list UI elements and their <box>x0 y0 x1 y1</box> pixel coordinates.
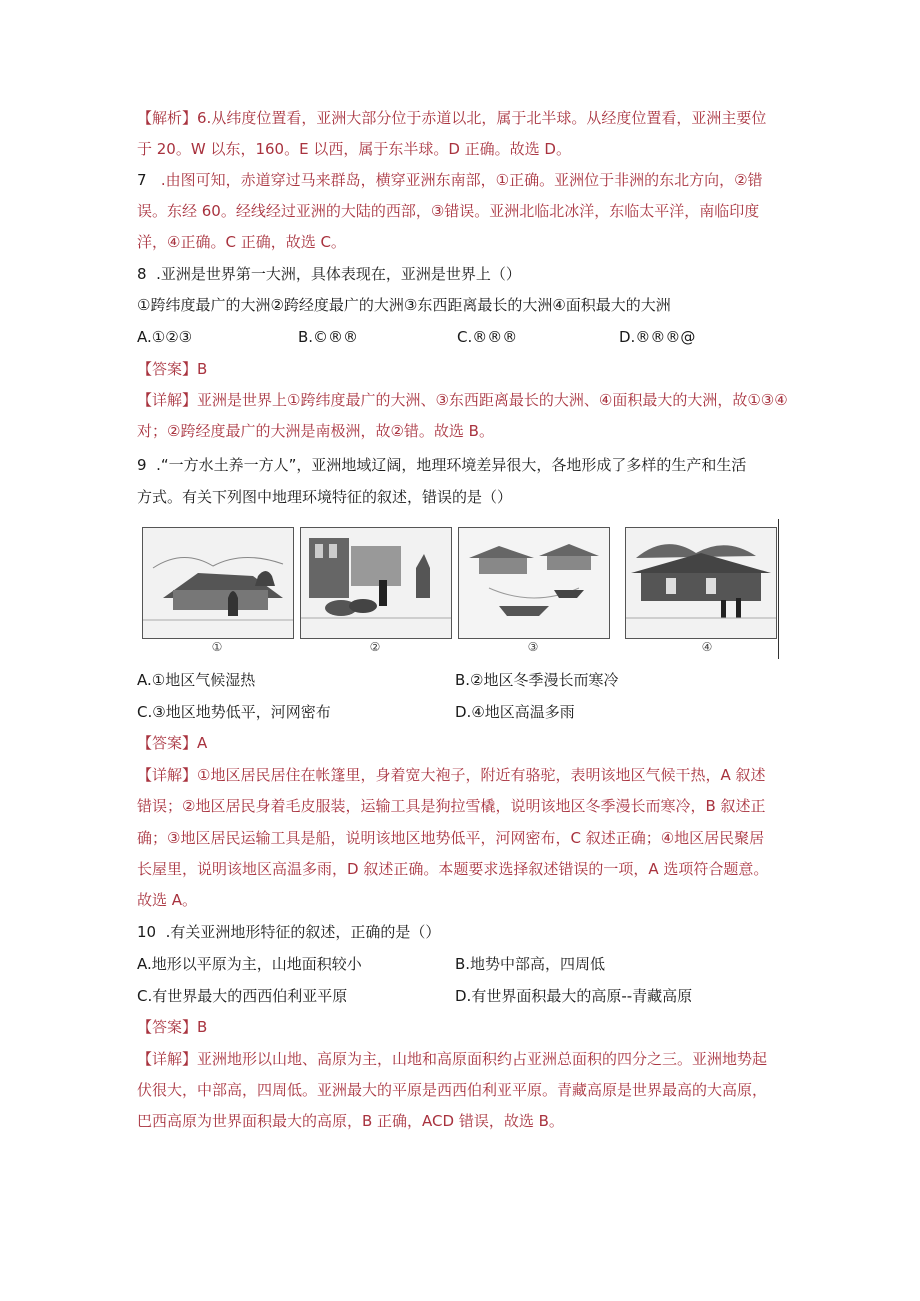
figure-panel-2-dog-sled <box>300 527 452 639</box>
figure-panel-1-desert-tents <box>142 527 294 639</box>
figure-panel-3-boats <box>458 527 610 639</box>
q8-detail-1 <box>137 390 788 410</box>
q9-detail-text-1: ①地区居民居住在帐篷里，身着宽大袍子，附近有骆驼，表明该地区气候干热，A 叙述 <box>197 766 766 784</box>
long-house-illustration <box>626 528 776 638</box>
q8-option-d: D.®®®@ <box>619 328 696 346</box>
q10-stem-text: .有关亚洲地形特征的叙述，正确的是（） <box>165 923 441 941</box>
q10-answer-value: B <box>197 1018 208 1036</box>
q8-option-b: B.©®® <box>298 328 359 346</box>
q10-option-b: B.地势中部高，四周低 <box>455 955 606 973</box>
q9-stem-2: 方式。有关下列图中地理环境特征的叙述，错误的是（） <box>137 488 513 506</box>
q9-answer-value: A <box>197 734 208 752</box>
q8-stem-text: .亚洲是世界第一大洲，具体表现在，亚洲是世界上（） <box>156 265 521 283</box>
q8-option-c: C.®®® <box>457 328 518 346</box>
q10-option-c: C.有世界最大的西西伯利亚平原 <box>137 987 348 1005</box>
q8-detail-tag: 【详解】 <box>137 391 198 409</box>
q10-option-d: D.有世界面积最大的高原--青藏高原 <box>455 987 693 1005</box>
q10-detail-tag: 【详解】 <box>137 1050 198 1068</box>
river-boats-illustration <box>459 528 609 638</box>
figure-panel-4-long-house <box>625 527 777 639</box>
dog-sled-illustration <box>301 528 451 638</box>
q9-detail-5: 故选 A。 <box>137 891 198 909</box>
q7-text-1: .由图可知，赤道穿过马来群岛，横穿亚洲东南部，①正确。亚洲位于非洲的东北方向，②错 <box>160 171 763 189</box>
figure-caption-3: ③ <box>527 640 539 654</box>
q7-line-2: 误。东经 60。经线经过亚洲的大陆的西部，③错误。亚洲北临北冰洋，东临太平洋，南临印度 <box>137 202 760 220</box>
figure-caption-2: ② <box>369 640 381 654</box>
q9-answer-tag: 【答案】 <box>137 734 198 752</box>
q7-line-3: 洋，④正确。C 正确，故选 C。 <box>137 233 346 251</box>
figure-caption-1: ① <box>211 640 223 654</box>
q8-stem <box>137 264 521 284</box>
q10-detail-2: 伏很大，中部高，四周低。亚洲最大的平原是西西伯利亚平原。青藏高原是世界最高的大高原， <box>137 1081 768 1099</box>
figure-caption-4: ④ <box>701 640 713 654</box>
q9-detail-1 <box>137 765 766 785</box>
q10-detail-text-1: 亚洲地形以山地、高原为主，山地和高原面积约占亚洲总面积的四分之三。亚洲地势起 <box>197 1050 768 1068</box>
analysis-line-1 <box>137 108 766 128</box>
analysis-line-2: 于 20。W 以东，160。E 以西，属于东半球。D 正确。故选 D。 <box>137 140 571 158</box>
q10-answer-tag: 【答案】 <box>137 1018 198 1036</box>
q9-detail-2: 错误；②地区居民身着毛皮服装，运输工具是狗拉雪橇，说明该地区冬季漫长而寒冷，B 叙述正 <box>137 797 766 815</box>
q8-answer-tag: 【答案】 <box>137 360 198 378</box>
q8-detail-2: 对；②跨经度最广的大洲是南极洲，故②错。故选 B。 <box>137 422 494 440</box>
q8-answer <box>137 359 207 379</box>
q9-figure <box>137 519 779 659</box>
q9-option-c: C.③地区地势低平，河网密布 <box>137 703 331 721</box>
q10-stem <box>137 922 440 942</box>
q9-stem-text-1: .“一方水土养一方人”，亚洲地域辽阔，地理环境差异很大，各地形成了多样的生产和生活 <box>156 456 747 474</box>
q9-detail-4: 长屋里，说明该地区高温多雨，D 叙述正确。本题要求选择叙述错误的一项，A 选项符合题意。 <box>137 860 769 878</box>
q7-number: 7 <box>137 171 147 189</box>
q8-answer-value: B <box>197 360 208 378</box>
q8-option-a: A.①②③ <box>137 328 193 346</box>
q9-stem-1 <box>137 455 746 475</box>
q9-number: 9 <box>137 456 147 474</box>
q10-option-a: A.地形以平原为主，山地面积较小 <box>137 955 362 973</box>
q9-option-d: D.④地区高温多雨 <box>455 703 575 721</box>
q10-answer <box>137 1017 207 1037</box>
q9-option-b: B.②地区冬季漫长而寒冷 <box>455 671 619 689</box>
q8-number: 8 <box>137 265 147 283</box>
desert-tent-illustration <box>143 528 293 638</box>
q7-line-1 <box>137 170 763 190</box>
q8-detail-text-1: 亚洲是世界上①跨纬度最广的大洲、③东西距离最长的大洲、④面积最大的大洲，故①③④ <box>197 391 788 409</box>
q9-option-a: A.①地区气候湿热 <box>137 671 256 689</box>
q10-number: 10 <box>137 923 157 941</box>
q9-detail-3: 确；③地区居民运输工具是船，说明该地区地势低平，河网密布，C 叙述正确；④地区居民聚居 <box>137 829 765 847</box>
q9-detail-tag: 【详解】 <box>137 766 198 784</box>
analysis-tag: 【解析】 <box>137 109 198 127</box>
q9-answer <box>137 733 207 753</box>
q8-items: ①跨纬度最广的大洲②跨经度最广的大洲③东西距离最长的大洲④面积最大的大洲 <box>137 296 671 314</box>
q10-detail-1 <box>137 1049 767 1069</box>
figure-border <box>778 519 779 659</box>
q10-detail-3: 巴西高原为世界面积最大的高原，B 正确，ACD 错误，故选 B。 <box>137 1112 564 1130</box>
analysis-text-1: 6.从纬度位置看，亚洲大部分位于赤道以北，属于北半球。从经度位置看，亚洲主要位 <box>197 109 767 127</box>
